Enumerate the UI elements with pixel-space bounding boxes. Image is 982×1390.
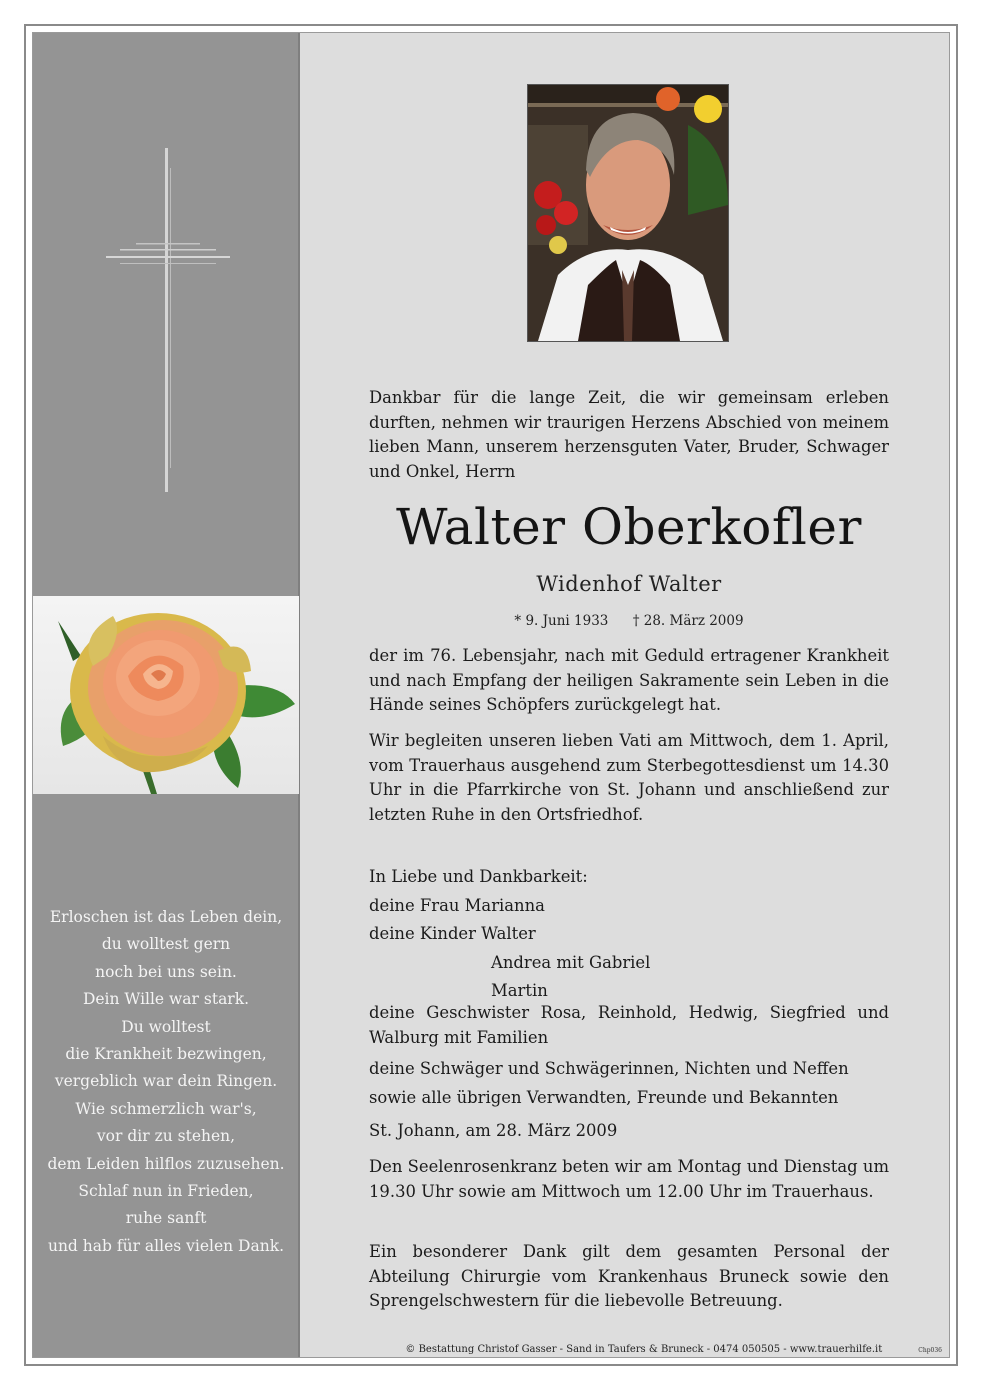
poem-line: dem Leiden hilflos zuzusehen. (47, 1154, 285, 1173)
poem-line: vor dir zu stehen, (96, 1127, 236, 1146)
mourner-children: deine Kinder Walter (369, 924, 536, 943)
place-date (369, 1119, 889, 1144)
footer-text: © Bestattung Christof Gasser - Sand in Taufers & Bruneck - 0474 050505 - www.trauerhilfe.it (405, 1344, 883, 1355)
poem-line: Wie schmerzlich war's, (75, 1099, 257, 1118)
life-dates (369, 611, 889, 631)
death-date: † 28. März 2009 (632, 613, 744, 629)
inlaws-text: deine Schwäger und Schwägerinnen, Nichten und Neffen (369, 1059, 849, 1078)
funeral-text: Wir begleiten unseren lieben Vati am Mittwoch, dem 1. April, vom Trauerhaus ausgehend zum Sterbegottesdienst um 14.30 Uhr in die Pfarrkirche von St. Johann und anschließend zur letzten Ruhe in den Ortsfriedhof. (369, 731, 889, 824)
siblings-text: deine Geschwister Rosa, Reinhold, Hedwig, Siegfried und Walburg mit Familien (369, 1003, 889, 1047)
relatives-list (369, 1055, 889, 1112)
portrait-photo (527, 84, 729, 342)
birth-date: * 9. Juni 1933 (514, 613, 609, 629)
thanks-text: Ein besonderer Dank gilt dem gesamten Personal der Abteilung Chirurgie vom Krankenhaus Bruneck sowie den Sprengelschwestern für die liebevolle Betreuung. (369, 1242, 889, 1311)
others-text: sowie alle übrigen Verwandten, Freunde und Bekannten (369, 1087, 839, 1107)
deceased-name: Walter Oberkofler (396, 498, 862, 556)
poem (33, 904, 299, 1260)
intro-text: Dankbar für die lange Zeit, die wir gemeinsam erleben durften, nehmen wir traurigen Herzens Abschied von meinem lieben Mann, unserem herzensguten Vater, Bruder, Schwager und Onkel, Herrn (369, 388, 889, 481)
poem-line: ruhe sanft (125, 1209, 207, 1228)
passing-paragraph (369, 644, 889, 718)
footer-code: Chp036 (918, 1347, 942, 1354)
rose-image (33, 596, 299, 794)
mourner-child: Andrea mit Gabriel (491, 952, 651, 972)
poem-line: Du wolltest (121, 1017, 211, 1036)
poem-line: Erloschen ist das Leben dein, (49, 908, 283, 926)
thanks-paragraph (369, 1240, 889, 1314)
mourners-list (369, 863, 889, 1006)
deceased-nickname: Widenhof Walter (536, 572, 722, 596)
cross-icon (106, 148, 232, 494)
poem-line: und hab für alles vielen Dank. (47, 1236, 285, 1255)
poem-line: vergeblich war dein Ringen. (54, 1072, 278, 1091)
place-date-text: St. Johann, am 28. März 2009 (369, 1121, 618, 1140)
mourner-child: Martin (491, 981, 548, 1000)
rosary-paragraph (369, 1155, 889, 1204)
passing-text: der im 76. Lebensjahr, nach mit Geduld ertragener Krankheit und nach Empfang der heiligen Sakramente sein Leben in die Hände seines Schöpfers zurückgelegt hat. (369, 646, 889, 715)
intro-paragraph (369, 386, 889, 484)
footer (300, 1343, 950, 1358)
poem-line: Schlaf nun in Frieden, (78, 1182, 254, 1201)
mourner-wife: deine Frau Marianna (369, 895, 545, 915)
siblings-paragraph (369, 1001, 889, 1050)
poem-line: die Krankheit bezwingen, (65, 1045, 267, 1064)
funeral-paragraph (369, 729, 889, 827)
poem-line: noch bei uns sein. (95, 962, 237, 981)
poem-line: du wolltest gern (101, 935, 231, 954)
mourners-heading: In Liebe und Dankbarkeit: (369, 867, 588, 886)
rosary-text: Den Seelenrosenkranz beten wir am Montag und Dienstag um 19.30 Uhr sowie am Mittwoch um 12.00 Uhr im Trauerhaus. (369, 1157, 889, 1201)
poem-line: Dein Wille war stark. (82, 990, 250, 1009)
